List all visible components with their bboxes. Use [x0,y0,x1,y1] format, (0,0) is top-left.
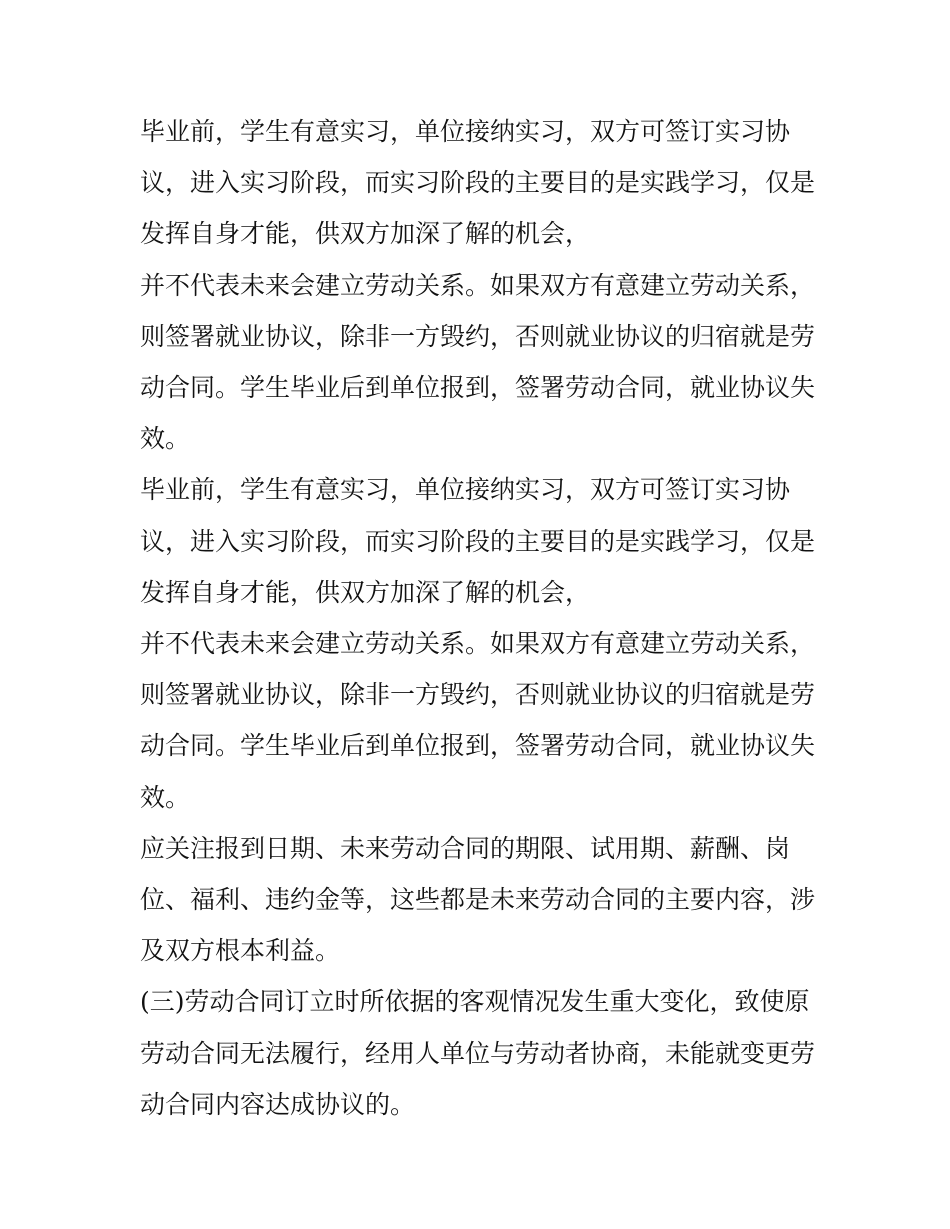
paragraph-contract-terms [140,823,830,977]
text-line: 则签署就业协议，除非一方毁约，否则就业协议的归宿就是劳 [140,321,816,351]
paragraph-clause-three [140,976,830,1130]
paragraph-internship-1 [140,106,830,260]
text-line: 毕业前，学生有意实习，单位接纳实习，双方可签订实习协 [140,475,791,505]
text-line: 议，进入实习阶段，而实习阶段的主要目的是实践学习，仅是 [140,526,816,556]
text-line: 应关注报到日期、未来劳动合同的期限、试用期、薪酬、岗 [140,833,791,863]
text-line: 效。 [140,424,191,454]
text-line: (三)劳动合同订立时所依据的客观情况发生重大变化，致使原 [140,987,810,1017]
paragraph-internship-2 [140,464,830,618]
document-body [140,106,830,1130]
text-line: 毕业前，学生有意实习，单位接纳实习，双方可签订实习协 [140,117,791,146]
text-line: 议，进入实习阶段，而实习阶段的主要目的是实践学习，仅是 [140,168,816,198]
text-line: 动合同。学生毕业后到单位报到，签署劳动合同，就业协议失 [140,731,816,761]
text-line: 发挥自身才能，供双方加深了解的机会， [140,219,591,249]
paragraph-employment-agreement-2 [140,618,830,823]
text-line: 位、福利、违约金等，这些都是未来劳动合同的主要内容，涉 [140,885,816,915]
text-line: 动合同。学生毕业后到单位报到，签署劳动合同，就业协议失 [140,373,816,403]
text-line: 并不代表未来会建立劳动关系。如果双方有意建立劳动关系， [140,270,816,300]
text-line: 效。 [140,782,191,812]
text-line: 劳动合同无法履行，经用人单位与劳动者协商，未能就变更劳 [140,1038,816,1068]
text-line: 则签署就业协议，除非一方毁约，否则就业协议的归宿就是劳 [140,680,816,710]
text-line: 发挥自身才能，供双方加深了解的机会， [140,577,591,607]
text-line: 动合同内容达成协议的。 [140,1089,416,1119]
paragraph-employment-agreement-1 [140,260,830,465]
text-line: 及双方根本利益。 [140,936,341,966]
text-line: 并不代表未来会建立劳动关系。如果双方有意建立劳动关系， [140,629,816,659]
